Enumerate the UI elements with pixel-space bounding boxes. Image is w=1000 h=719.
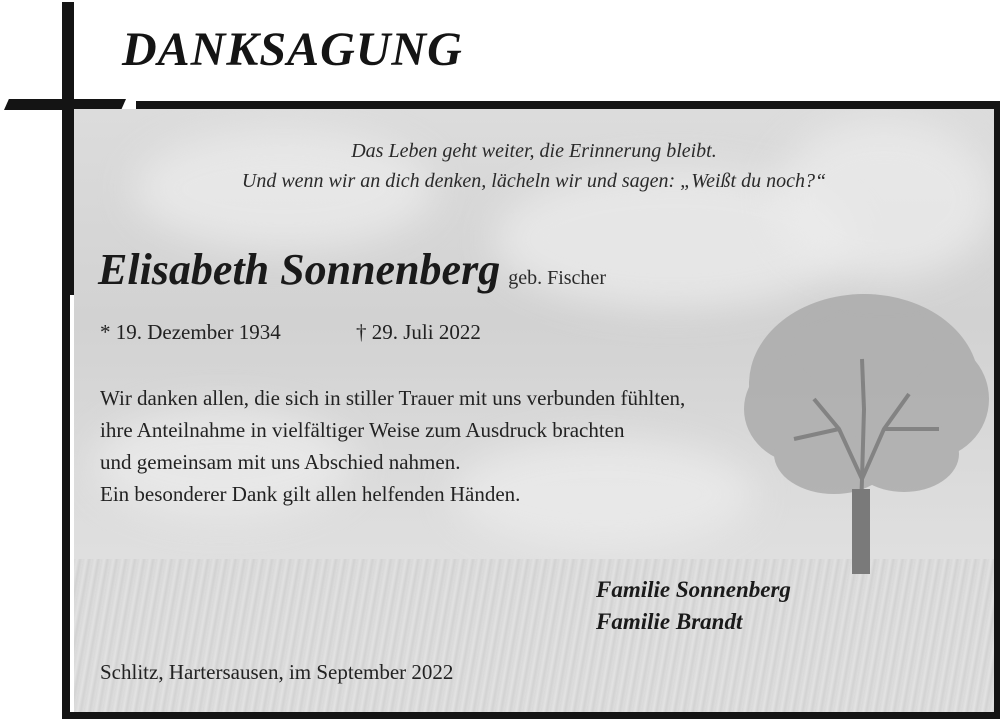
frame-left-border (62, 295, 70, 719)
frame-bottom-border (62, 712, 1000, 719)
page-title: DANKSAGUNG (122, 23, 463, 76)
tree-image (734, 289, 994, 589)
birth-name: geb. Fischer (508, 267, 606, 289)
deceased-name-row (98, 244, 606, 295)
thanks-line: und gemeinsam mit uns Abschied nahmen. (100, 450, 461, 474)
frame-top-border (136, 101, 1000, 109)
frame-right-border (994, 101, 1000, 719)
quote-line-2: Und wenn wir an dich denken, lächeln wir und sagen: „Weißt du noch?“ (241, 170, 827, 192)
thanks-line: ihre Anteilnahme in vielfältiger Weise zum Ausdruck brachten (100, 418, 625, 442)
quote-line-1: Das Leben geht weiter, die Erinnerung bleibt. (351, 140, 717, 162)
place-and-date: Schlitz, Hartersausen, im September 2022 (100, 660, 454, 684)
thanks-line: Ein besonderer Dank gilt allen helfenden Händen. (100, 482, 521, 506)
deceased-name: Elisabeth Sonnenberg (98, 245, 501, 294)
family-name: Familie Sonnenberg (596, 577, 791, 602)
family-name: Familie Brandt (596, 609, 743, 634)
life-dates (100, 320, 481, 345)
thanks-text (100, 382, 685, 510)
thanks-line: Wir danken allen, die sich in stiller Trauer mit uns verbunden fühlten, (100, 386, 686, 410)
family-signatures (596, 574, 791, 638)
death-date: † 29. Juli 2022 (356, 320, 481, 344)
cross-icon (62, 2, 74, 295)
birth-date: * 19. Dezember 1934 (100, 320, 281, 344)
